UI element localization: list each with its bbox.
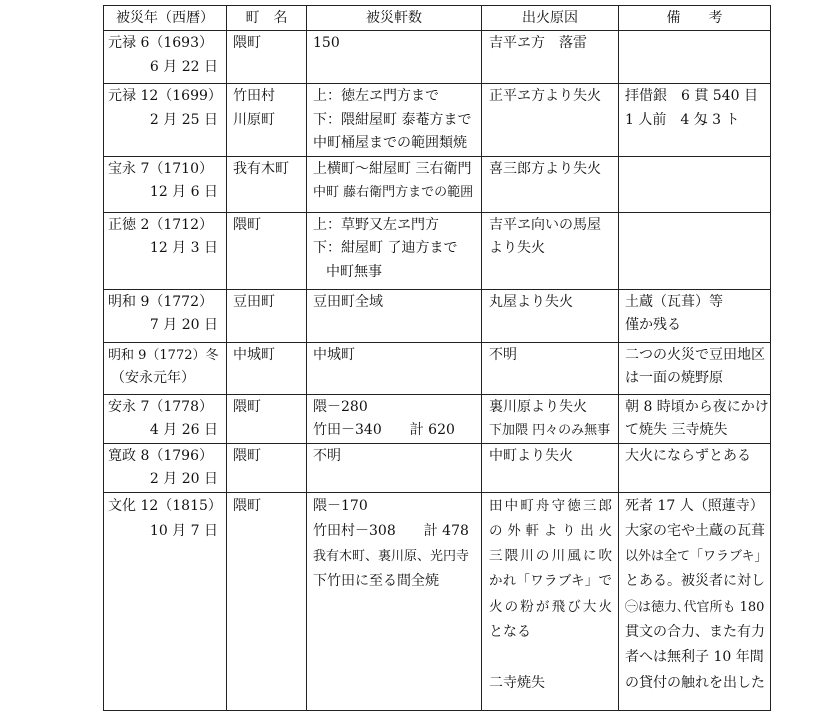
notes-line: は一面の焼野原 xyxy=(625,370,723,386)
header-notes: 備 考 xyxy=(619,6,771,31)
notes-line: 二つの火災で豆田地区 xyxy=(625,346,765,363)
damage-line: 隈－170 xyxy=(313,497,368,514)
town-label: 豆田町 xyxy=(233,293,275,310)
cause-line: 不明 xyxy=(489,346,517,363)
notes-line: 以外は全て「ワラブキ」 xyxy=(625,549,768,565)
year-label: 元禄 6（1693） xyxy=(108,35,213,51)
cell-notes xyxy=(619,443,771,492)
cause-line: 火の粉が飛び大火 xyxy=(489,598,612,615)
cell-year xyxy=(104,156,227,212)
damage-line: 下：隈紺屋町 泰菴方まで xyxy=(313,111,472,128)
cell-year xyxy=(104,342,227,394)
cell-notes xyxy=(619,492,771,710)
cell-notes xyxy=(619,394,771,443)
town-label: 我有木町 xyxy=(233,160,289,177)
cause-line: 田中町舟守徳三郎 xyxy=(489,497,612,514)
table-row xyxy=(104,212,771,289)
cell-town xyxy=(227,342,307,394)
table-row xyxy=(104,31,771,84)
table-row xyxy=(104,492,771,710)
cause-line: 正平ヱ方より失火 xyxy=(489,88,601,104)
notes-line: 大火にならずとある xyxy=(625,447,751,464)
cell-notes xyxy=(619,31,771,84)
table-row xyxy=(104,289,771,342)
notes-line: 僅か残る xyxy=(625,317,681,333)
damage-line: 豆田町全域 xyxy=(313,293,383,310)
damage-line: 上横町～紺屋町 三右衛門 xyxy=(313,160,472,177)
damage-line: 下竹田に至る間全焼 xyxy=(313,573,439,590)
cell-town xyxy=(227,156,307,212)
year-label: 安永 7（1778） xyxy=(108,398,213,415)
damage-line: 中町無事 xyxy=(326,263,382,280)
cell-damage xyxy=(307,289,482,342)
damage-line: 竹田－340 計 620 xyxy=(313,422,455,438)
cell-town xyxy=(227,289,307,342)
table-row xyxy=(104,443,771,492)
table-header-row xyxy=(104,6,771,31)
cause-line: 吉平ヱ向いの馬屋 xyxy=(489,216,601,233)
cell-town xyxy=(227,492,307,710)
damage-line: 竹田村－308 計 478 xyxy=(313,522,469,539)
cell-year xyxy=(104,289,227,342)
notes-line: 朝 8 時頃から夜にかけ xyxy=(625,398,769,415)
notes-line: ㊀は徳力､代官所も 180 xyxy=(625,599,765,615)
year-label: 明和 9（1772）冬 xyxy=(108,347,219,363)
damage-line: 不明 xyxy=(313,447,341,464)
cause-line: となる xyxy=(489,623,531,640)
cell-cause xyxy=(482,31,619,84)
date-label: 4 月 26 日 xyxy=(149,422,218,438)
cell-notes xyxy=(619,84,771,157)
header-cause: 出火原因 xyxy=(482,6,619,31)
cell-cause xyxy=(482,394,619,443)
town-label: 隈町 xyxy=(233,216,261,233)
cause-line: 丸屋より失火 xyxy=(489,293,573,310)
damage-line: 隈－280 xyxy=(313,398,368,415)
cause-line: 吉平ヱ方 落雷 xyxy=(489,35,587,51)
damage-line: 中城町 xyxy=(313,346,355,363)
date-label: 12 月 6 日 xyxy=(149,184,218,200)
fire-history-table xyxy=(103,5,771,711)
town-label: 隈町 xyxy=(233,497,261,514)
cell-damage xyxy=(307,84,482,157)
damage-line: 上：草野又左ヱ門方 xyxy=(313,216,439,233)
cell-cause xyxy=(482,156,619,212)
cell-town xyxy=(227,212,307,289)
notes-line: とある。被災者に対し xyxy=(625,573,765,590)
town-label: 隈町 xyxy=(233,35,261,51)
cause-line: の外軒より出火 xyxy=(489,522,612,539)
header-damage: 被災軒数 xyxy=(307,6,482,31)
cell-town xyxy=(227,84,307,157)
header-year: 被災年（西暦） xyxy=(104,6,227,31)
year-label: 元禄 12（1699） xyxy=(108,88,222,104)
cell-year xyxy=(104,492,227,710)
damage-line: 下：紺屋町 了迪方まで xyxy=(313,240,458,256)
cell-notes xyxy=(619,212,771,289)
cell-cause xyxy=(482,84,619,157)
damage-line: 中町 藤右衛門方までの範囲 xyxy=(313,185,474,200)
cause-line: 二寺焼失 xyxy=(489,674,545,691)
cell-town xyxy=(227,31,307,84)
cell-year xyxy=(104,443,227,492)
notes-line: 大家の宅や土蔵の瓦葺 xyxy=(625,522,765,539)
town-label: 中城町 xyxy=(233,346,275,363)
cell-damage xyxy=(307,156,482,212)
table-row xyxy=(104,342,771,394)
cause-line: 喜三郎方より失火 xyxy=(489,160,601,177)
cell-cause xyxy=(482,342,619,394)
damage-line: 中町桶屋までの範囲類焼 xyxy=(313,135,467,151)
year-label: 正徳 2（1712） xyxy=(108,216,213,233)
town-label: 隈町 xyxy=(233,447,261,464)
notes-line: 土蔵（瓦葺）等 xyxy=(625,293,723,310)
cell-damage xyxy=(307,394,482,443)
town-label: 竹田村 xyxy=(233,88,275,104)
date-label: 12 月 3 日 xyxy=(149,240,218,256)
notes-line: 拝借銀 6 貫 540 目 xyxy=(625,88,758,104)
cell-damage xyxy=(307,31,482,84)
cause-line: 裏川原より失火 xyxy=(489,398,587,415)
cell-notes xyxy=(619,342,771,394)
town-label: 隈町 xyxy=(233,398,261,415)
town-label: 川原町 xyxy=(233,111,275,128)
notes-line: 1 人前 4 匁 3 ト xyxy=(625,111,740,128)
year-label: 文化 12（1815） xyxy=(108,497,222,514)
era-label: （安永元年） xyxy=(111,370,195,386)
table-row xyxy=(104,84,771,157)
cell-cause xyxy=(482,212,619,289)
date-label: 6 月 22 日 xyxy=(149,58,218,75)
notes-line: 貫文の合力、また有力 xyxy=(625,623,765,640)
cell-damage xyxy=(307,342,482,394)
year-label: 宝永 7（1710） xyxy=(108,160,213,177)
notes-line: の貸付の触れを出した xyxy=(625,674,765,691)
cell-town xyxy=(227,443,307,492)
notes-line: て焼失 三寺焼失 xyxy=(625,422,728,438)
damage-line: 150 xyxy=(313,35,340,51)
cell-damage xyxy=(307,443,482,492)
date-label: 2 月 25 日 xyxy=(149,111,218,128)
year-label: 明和 9（1772） xyxy=(108,293,213,310)
cause-line: より失火 xyxy=(489,240,545,256)
cell-cause xyxy=(482,492,619,710)
damage-line: 我有木町、裏川原、光円寺 xyxy=(313,549,470,565)
year-label: 寛政 8（1796） xyxy=(108,447,213,464)
cell-year xyxy=(104,212,227,289)
cell-damage xyxy=(307,492,482,710)
cause-line: 三隈川の川風に吹 xyxy=(489,548,612,565)
cell-town xyxy=(227,394,307,443)
notes-line: 死者 17 人（照蓮寺） xyxy=(625,497,764,514)
date-label: 10 月 7 日 xyxy=(149,522,218,539)
date-label: 7 月 20 日 xyxy=(149,317,218,333)
cause-line: かれ「ワラブキ」で xyxy=(489,573,612,590)
date-label: 2 月 20 日 xyxy=(149,471,218,487)
cell-notes xyxy=(619,289,771,342)
cell-year xyxy=(104,31,227,84)
table-row xyxy=(104,156,771,212)
damage-line: 上：徳左ヱ門方まで xyxy=(313,88,439,104)
notes-line: 者へは無利子 10 年間 xyxy=(625,649,764,666)
cell-cause xyxy=(482,289,619,342)
table-row xyxy=(104,394,771,443)
header-town: 町 名 xyxy=(227,6,307,31)
cell-notes xyxy=(619,156,771,212)
cause-line: 下加隈 円々のみ無事 xyxy=(489,423,611,438)
cell-cause xyxy=(482,443,619,492)
cell-year xyxy=(104,394,227,443)
cause-line: 中町より失火 xyxy=(489,447,573,464)
cell-damage xyxy=(307,212,482,289)
cell-year xyxy=(104,84,227,157)
